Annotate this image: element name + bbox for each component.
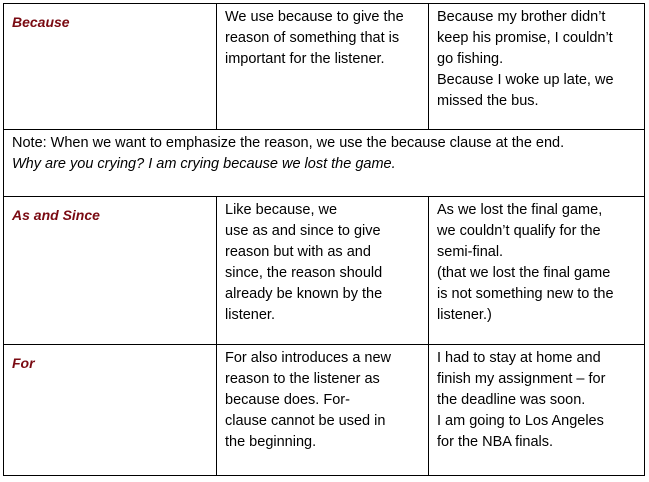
term-label: For [12,355,35,371]
table-row-because [4,4,645,130]
description-line: reason to the listener as [225,371,380,387]
example-line: Because I woke up late, we [437,72,614,88]
example-line: As we lost the final game, [437,202,603,218]
term-cell [4,197,217,345]
description-line: use as and since to give [225,223,381,239]
term-cell [4,345,217,476]
note-example: Why are you crying? I am crying because we lost the game. [12,156,396,172]
example-cell [429,4,645,130]
example-line: Because my brother didn’t [437,9,606,25]
note-cell [4,130,645,197]
description-line: important for the listener. [225,51,385,67]
description-line: listener. [225,307,275,323]
table-row-for [4,345,645,476]
description-line: because does. For- [225,392,350,408]
example-line: the deadline was soon. [437,392,586,408]
table-row-note [4,130,645,197]
description-cell [217,4,429,130]
example-cell [429,345,645,476]
description-line: already be known by the [225,286,383,302]
term-label: As and Since [12,207,100,223]
table-row-as-and-since [4,197,645,345]
example-line: finish my assignment – for [437,371,606,387]
example-line: for the NBA finals. [437,434,554,450]
example-line: (that we lost the final game [437,265,611,281]
example-line: keep his promise, I couldn’t [437,30,613,46]
description-line: For also introduces a new [225,350,392,366]
description-line: Like because, we [225,202,338,218]
example-line: go fishing. [437,51,504,67]
description-line: the beginning. [225,434,317,450]
description-cell [217,345,429,476]
example-line: semi-final. [437,244,504,260]
example-line: missed the bus. [437,93,539,109]
description-line: clause cannot be used in [225,413,386,429]
description-cell [217,197,429,345]
description-line: reason but with as and [225,244,371,260]
example-line: we couldn’t qualify for the [437,223,601,239]
description-line: since, the reason should [225,265,383,281]
example-line: I had to stay at home and [437,350,601,366]
example-line: I am going to Los Angeles [437,413,604,429]
term-label: Because [12,14,70,30]
description-line: reason of something that is [225,30,400,46]
example-line: is not something new to the [437,286,614,302]
example-line: listener.) [437,307,492,323]
example-cell [429,197,645,345]
grammar-table [3,3,645,476]
term-cell [4,4,217,130]
note-text: Note: When we want to emphasize the reason, we use the because clause at the end. [12,135,565,151]
description-line: We use because to give the [225,9,404,25]
